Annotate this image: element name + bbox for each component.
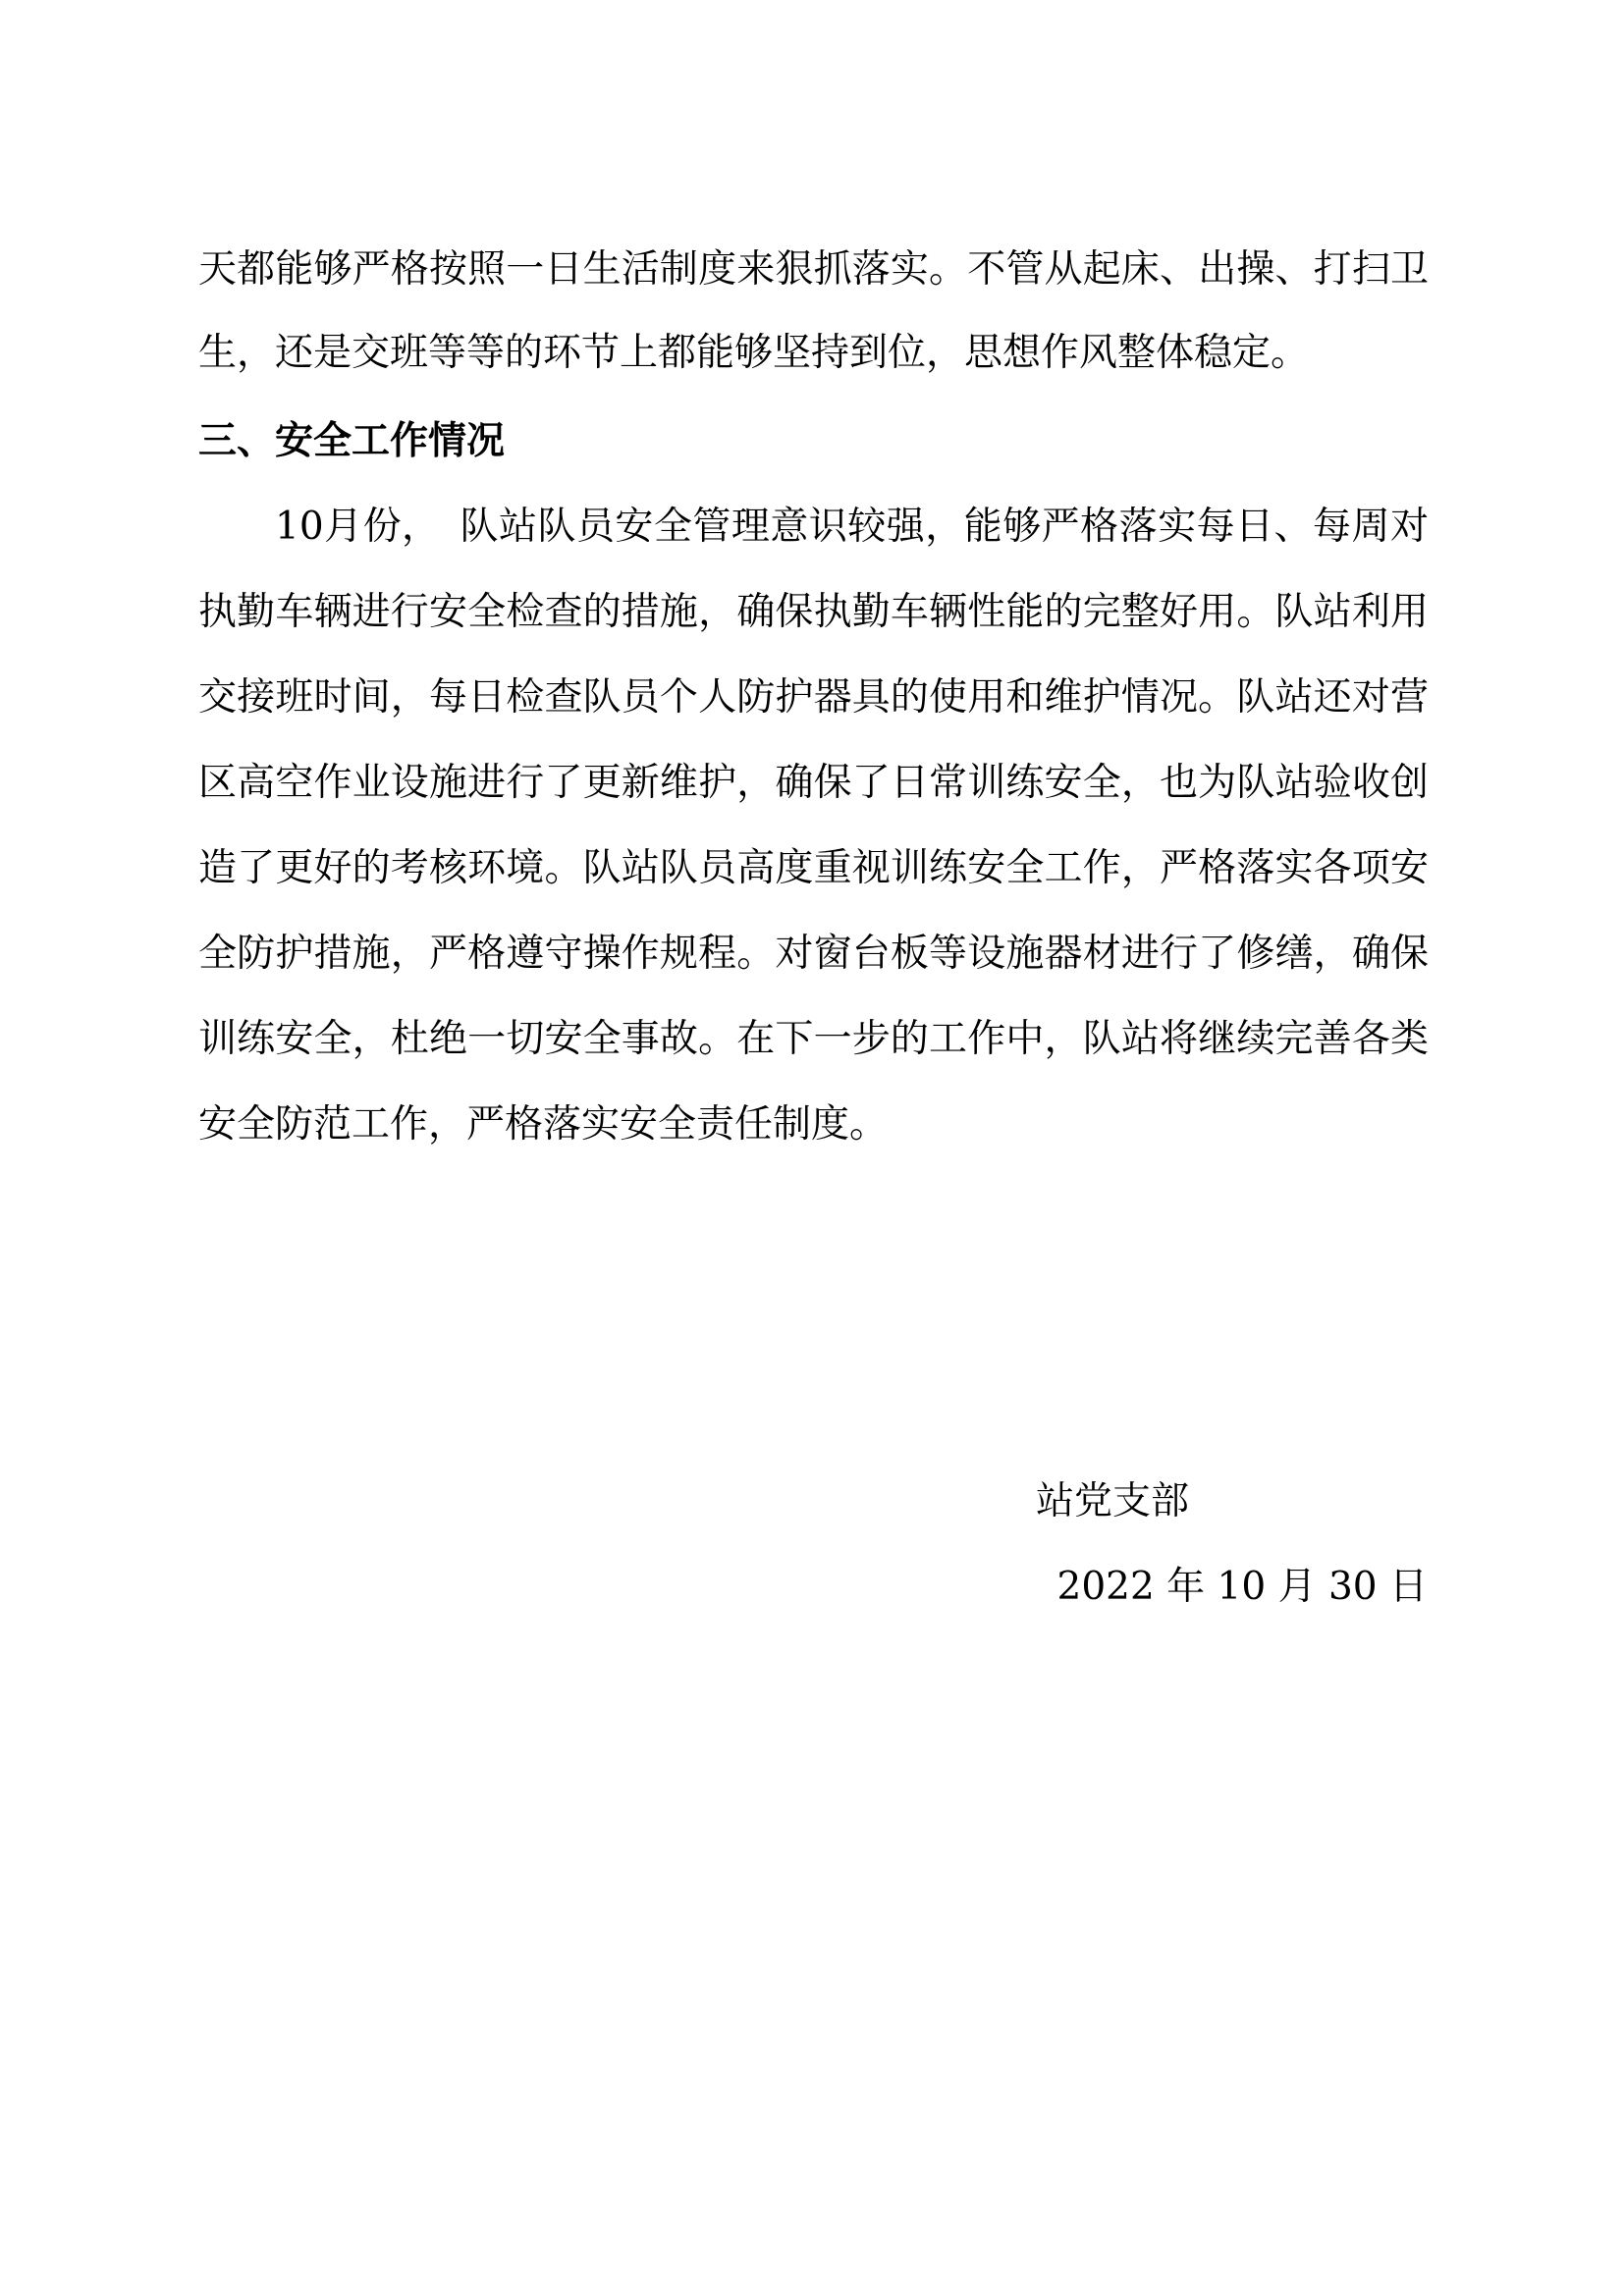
body-text-line: 生，还是交班等等的环节上都能够坚持到位，思想作风整体稳定。	[198, 331, 1310, 375]
paragraph-line: 安全防范工作，严格落实安全责任制度。	[198, 1102, 889, 1147]
paragraph-line: 10月份， 队站队员安全管理意识较强，能够严格落实每日、每周对	[275, 505, 1429, 549]
paragraph-line: 训练安全，杜绝一切安全事故。在下一步的工作中，队站将继续完善各类	[198, 1017, 1429, 1061]
paragraph-line: 区高空作业设施进行了更新维护，确保了日常训练安全，也为队站验收创	[198, 761, 1429, 805]
body-text-line: 天都能够严格按照一日生活制度来狠抓落实。不管从起床、出操、打扫卫	[198, 247, 1429, 292]
signature-organization: 站党支部	[1036, 1479, 1190, 1523]
paragraph-line: 执勤车辆进行安全检查的措施，确保执勤车辆性能的完整好用。队站利用	[198, 590, 1429, 634]
paragraph-line: 造了更好的考核环境。队站队员高度重视训练安全工作，严格落实各项安	[198, 846, 1429, 890]
section-heading: 三、安全工作情况	[198, 419, 506, 463]
signature-date: 2022 年 10 月 30 日	[1056, 1565, 1428, 1609]
paragraph-line: 全防护措施，严格遵守操作规程。对窗台板等设施器材进行了修缮，确保	[198, 932, 1429, 976]
paragraph-line: 交接班时间，每日检查队员个人防护器具的使用和维护情况。队站还对营	[198, 675, 1429, 720]
